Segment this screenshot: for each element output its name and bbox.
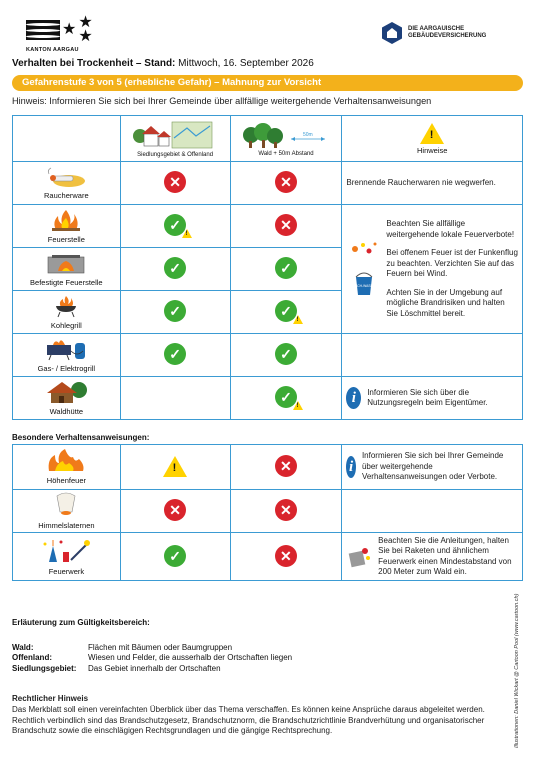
forest-illustration	[241, 121, 331, 149]
legal-text: Das Merkblatt soll einen vereinfachten Überblick über das Thema verschaffen. Es können keine Ansprüche daraus abgeleitet werden. Rechtlich verbindlich sind das Brandschutzgesetz, Brandschutznorm, die Brandschutzrichtlinie Brandverhütung und organisatorischer Brandschutz sowie die einschlägigen Rechtsgrundlagen und die gängige Rechtsprechung.	[12, 704, 485, 736]
check-circle-icon: ✓ !	[275, 300, 297, 322]
row-label-cell	[13, 334, 121, 377]
header-empty-cell	[13, 116, 121, 162]
row-label: Kohlegrill	[50, 321, 82, 330]
fireworks-illustration	[41, 538, 91, 564]
table-row	[13, 445, 523, 490]
cigarette-illustration	[43, 166, 89, 188]
fire-note-sparks: Bei offenem Feuer ist der Funkenflug zu beachten. Verzichten Sie auf das Feuern bei Wind.	[386, 248, 518, 278]
x-circle-icon: ✕	[275, 171, 297, 193]
header	[0, 0, 535, 60]
forest-column-header: Wald + 50m Abstand	[258, 150, 314, 157]
check-circle-icon: ✓	[275, 257, 297, 279]
settlement-status	[120, 490, 230, 533]
illustration-credit: Illustrationen: Daniel Wickart @ Cartoon Pool (www.cartoon.ch)	[514, 593, 520, 748]
kanton-aargau-logo	[26, 16, 106, 53]
row-label: Feuerstelle	[47, 235, 85, 244]
check-circle-icon: ✓	[275, 343, 297, 365]
note-text: Beachten Sie die Anleitungen, halten Sie bei Raketen und ähnlichem Feuerwerk einen Mindestabstand von 200 Meter zum Wald ein.	[378, 535, 512, 576]
settlement-status	[120, 205, 230, 248]
wave-flag-icon	[26, 20, 60, 40]
forest-status	[230, 205, 342, 248]
forest-status	[230, 291, 342, 334]
row-label-cell	[13, 490, 121, 533]
settlement-status	[120, 445, 230, 490]
note-text: Brennende Raucherwaren nie wegwerfen.	[346, 177, 496, 187]
sky-lantern-illustration	[51, 492, 81, 518]
note-cell	[342, 533, 523, 581]
row-label: Befestigte Feuerstelle	[30, 278, 103, 287]
row-label-cell	[13, 248, 121, 291]
campfire-illustration	[48, 208, 84, 232]
settlement-column-header: Siedlungsgebiet & Offenland	[137, 151, 214, 158]
table-row	[13, 533, 523, 581]
charcoal-grill-illustration	[51, 294, 81, 318]
forest-status	[230, 162, 342, 205]
distance-label: 50m	[302, 131, 313, 138]
star-icon: ★ ★	[78, 14, 93, 45]
row-label: Himmelslaternen	[38, 521, 95, 530]
forest-status	[230, 248, 342, 291]
header-notes	[342, 116, 523, 162]
note-cell	[342, 162, 523, 205]
settlement-status	[120, 248, 230, 291]
legend	[12, 618, 292, 674]
forest-status	[230, 377, 342, 420]
warning-triangle-icon	[420, 123, 444, 144]
check-circle-icon: ✓	[164, 300, 186, 322]
table-row	[13, 205, 523, 248]
row-label: Waldhütte	[49, 407, 84, 416]
note-cell-empty	[342, 490, 523, 533]
warning-triangle-icon	[163, 456, 187, 477]
legend-item: Offenland: Wiesen und Felder, die ausserhalb der Ortschaften liegen	[12, 653, 293, 662]
settlement-status	[120, 291, 230, 334]
bucket-icon	[351, 271, 378, 297]
gas-grill-illustration	[43, 337, 89, 361]
kanton-name: KANTON AARGAU	[26, 47, 79, 53]
special-table	[12, 444, 523, 581]
table-row	[13, 162, 523, 205]
x-circle-icon: ✕	[164, 499, 186, 521]
row-label: Raucherware	[44, 191, 89, 200]
header-settlement	[120, 116, 230, 162]
danger-level-banner: Gefahrenstufe 3 von 5 (erhebliche Gefahr) – Mahnung zur Vorsicht	[12, 75, 523, 91]
agv-line2: GEBÄUDEVERSICHERUNG	[408, 33, 487, 39]
settlement-status	[120, 533, 230, 581]
forest-status	[230, 334, 342, 377]
forest-status	[230, 533, 342, 581]
row-label: Höhenfeuer	[46, 476, 86, 485]
forest-status	[230, 490, 342, 533]
row-label-cell	[13, 205, 121, 248]
note-cell-empty	[342, 334, 523, 377]
note-text: Informieren Sie sich bei Ihrer Gemeinde über weitergehende Verhaltensanweisungen oder Verbote.	[361, 451, 504, 482]
forest-status	[230, 445, 342, 490]
x-circle-icon: ✕	[275, 499, 297, 521]
settlement-status-empty	[120, 377, 230, 420]
agv-logo	[382, 22, 486, 44]
row-label-cell	[13, 533, 121, 581]
check-circle-icon: ✓ !	[275, 386, 297, 408]
agv-hexagon-logo	[382, 22, 402, 44]
warning-triangle-icon	[182, 229, 192, 238]
info-icon: i	[346, 387, 361, 409]
settlement-status	[120, 162, 230, 205]
row-label-cell	[13, 291, 121, 334]
fixed-fireplace-illustration	[46, 251, 86, 275]
legal-heading: Rechtlicher Hinweis	[12, 694, 89, 703]
x-circle-icon: ✕	[275, 545, 297, 567]
legend-heading: Erläuterung zum Gültigkeitsbereich:	[12, 618, 150, 627]
info-icon: i	[346, 456, 356, 478]
check-circle-icon: ✓ !	[164, 214, 186, 236]
row-label: Gas- / Elektrogrill	[37, 364, 96, 373]
title-bold: Verhalten bei Trockenheit – Stand:	[12, 58, 176, 69]
warning-triangle-icon	[293, 315, 303, 324]
check-circle-icon: ✓	[164, 343, 186, 365]
row-label-cell	[13, 162, 121, 205]
table-row	[13, 377, 523, 420]
notes-column-header: Hinweise	[416, 145, 448, 155]
legal-notice	[12, 694, 512, 737]
firework-icon	[346, 544, 372, 570]
check-circle-icon: ✓	[164, 257, 186, 279]
title-date: Mittwoch, 16. September 2026	[178, 58, 314, 69]
settlement-status	[120, 334, 230, 377]
legend-item: Siedlungsgebiet: Das Gebiet innerhalb der Ortschaften	[12, 663, 221, 673]
village-map-illustration	[132, 120, 218, 150]
header-forest	[230, 116, 342, 162]
fire-note-risks: Achten Sie in der Umgebung auf mögliche Brandrisiken und halten Sie Löschmittel bereit.	[386, 287, 505, 318]
bonfire-illustration	[43, 449, 89, 473]
x-circle-icon: ✕	[275, 214, 297, 236]
warning-triangle-icon	[293, 401, 303, 410]
star-icon: ★	[62, 21, 77, 38]
spark-icon	[349, 239, 379, 257]
row-label-cell	[13, 445, 121, 490]
check-circle-icon: ✓	[164, 545, 186, 567]
fire-notes-cell	[342, 205, 523, 334]
x-circle-icon: ✕	[164, 171, 186, 193]
row-label-cell	[13, 377, 121, 420]
agv-line1: DIE AARGAUISCHE	[408, 26, 465, 32]
note-text: Informieren Sie sich über die Nutzungsregeln beim Eigentümer.	[367, 387, 488, 407]
svg-text:LÖSCH-WASSER: LÖSCH-WASSER	[351, 284, 378, 288]
note-cell	[342, 445, 523, 490]
table-row	[13, 490, 523, 533]
table-header-row	[13, 116, 523, 162]
forest-hut-illustration	[43, 380, 89, 404]
note-cell	[342, 377, 523, 420]
x-circle-icon: ✕	[275, 455, 297, 477]
fire-note-local: Beachten Sie allfällige weitergehende lokale Feuerverbote!	[386, 219, 515, 239]
main-table	[12, 115, 523, 420]
table-row	[13, 334, 523, 377]
page-title	[12, 58, 314, 69]
legend-item: Wald: Flächen mit Bäumen oder Baumgruppen	[12, 642, 233, 652]
row-label: Feuerwerk	[48, 566, 85, 576]
special-heading: Besondere Verhaltensanweisungen:	[12, 433, 150, 442]
hint-text: Hinweis: Informieren Sie sich bei Ihrer Gemeinde über allfällige weitergehende Verhaltensanweisungen	[12, 96, 432, 106]
